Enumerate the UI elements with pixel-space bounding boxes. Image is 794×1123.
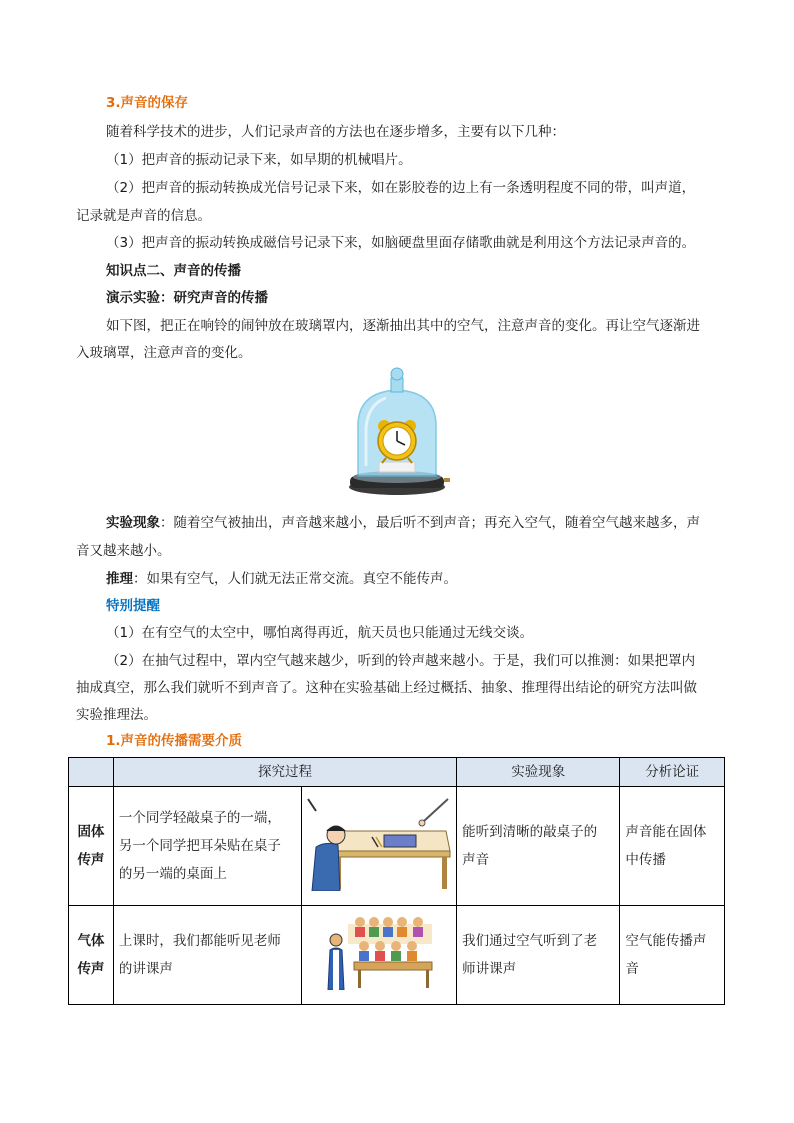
reminder2-line3: 实验推理法。 bbox=[76, 707, 157, 723]
reminder2-line1: （2）在抽气过程中，罩内空气越来越少，听到的铃声越来越小。于是，我们可以推测：如果把罩内 bbox=[106, 653, 696, 669]
cell-line: 能听到清晰的敲桌子的 bbox=[462, 824, 598, 840]
inference bbox=[106, 569, 457, 589]
table-header-phenomenon: 实验现象 bbox=[457, 758, 620, 787]
cell-line: 空气能传播声 bbox=[625, 933, 707, 949]
demo-line1: 如下图，把正在响铃的闹钟放在玻璃罩内，逐渐抽出其中的空气，注意声音的变化。再让空气逐渐进 bbox=[106, 318, 700, 334]
cell-line: 一个同学轻敲桌子的一端， bbox=[118, 810, 281, 826]
demo-title: 演示实验：研究声音的传播 bbox=[106, 290, 268, 306]
sub-heading-medium: 1.声音的传播需要介质 bbox=[106, 733, 243, 749]
table-header-row bbox=[69, 758, 725, 787]
image-cell bbox=[302, 787, 457, 906]
cell-line: 师讲课声 bbox=[462, 961, 517, 977]
row-label-line: 气体 bbox=[77, 933, 105, 949]
section3-item2-line1: （2）把声音的振动转换成光信号记录下来，如在影胶卷的边上有一条透明程度不同的带，叫声道， bbox=[106, 180, 696, 196]
section3-item3: （3）把声音的振动转换成磁信号记录下来，如脑硬盘里面存储歌曲就是利用这个方法记录声音的。 bbox=[106, 235, 696, 251]
section3-item2-line2: 记录就是声音的信息。 bbox=[76, 208, 211, 224]
cell-line: 上课时，我们都能听见老师 bbox=[118, 933, 281, 949]
desk-listening-icon bbox=[306, 791, 452, 891]
image-cell bbox=[302, 906, 457, 1005]
phenomenon-line1 bbox=[106, 513, 700, 533]
sound-propagation-table bbox=[68, 757, 725, 1005]
section3-item1: （1）把声音的振动记录下来，如早期的机械唱片。 bbox=[106, 152, 412, 168]
table-header-conclusion: 分析论证 bbox=[620, 758, 725, 787]
cell-line: 音 bbox=[625, 961, 639, 977]
phenomenon-cell bbox=[457, 906, 620, 1005]
cell-line: 的讲课声 bbox=[118, 961, 173, 977]
classroom-icon bbox=[324, 910, 434, 990]
section3-heading: 3.声音的保存 bbox=[106, 95, 189, 111]
demo-line2: 入玻璃罩，注意声音的变化。 bbox=[76, 345, 252, 361]
process-cell bbox=[113, 906, 301, 1005]
inference-label: 推理 bbox=[106, 571, 133, 587]
reminder2-line2: 抽成真空，那么我们就听不到声音了。这种在实验基础上经过概括、抽象、推理得出结论的研究方法叫做 bbox=[76, 680, 697, 696]
table-row bbox=[69, 787, 725, 906]
row-label-line: 传声 bbox=[77, 961, 105, 977]
table-header-process: 探究过程 bbox=[113, 758, 456, 787]
conclusion-cell bbox=[620, 787, 725, 906]
conclusion-cell bbox=[620, 906, 725, 1005]
cell-line: 声音能在固体 bbox=[625, 824, 707, 840]
table-row bbox=[69, 906, 725, 1005]
phenomenon-text: ：随着空气被抽出，声音越来越小，最后听不到声音；再充入空气，随着空气越来越多，声 bbox=[160, 515, 700, 531]
reminder-title: 特别提醒 bbox=[106, 598, 160, 614]
row-label-gas bbox=[69, 906, 114, 1005]
reminder1: （1）在有空气的太空中，哪怕离得再近，航天员也只能通过无线交谈。 bbox=[106, 625, 534, 641]
section3-intro: 随着科学技术的进步，人们记录声音的方法也在逐步增多，主要有以下几种： bbox=[106, 124, 565, 140]
process-cell bbox=[113, 787, 301, 906]
row-label-line: 固体 bbox=[77, 824, 105, 840]
bell-jar-alarm-clock-icon bbox=[344, 366, 450, 498]
cell-line: 中传播 bbox=[625, 852, 666, 868]
cell-line: 我们通过空气听到了老 bbox=[462, 933, 598, 949]
phenomenon-label: 实验现象 bbox=[106, 515, 160, 531]
row-label-solid bbox=[69, 787, 114, 906]
inference-text: ：如果有空气，人们就无法正常交流。真空不能传声。 bbox=[133, 571, 457, 587]
table-header-blank bbox=[69, 758, 114, 787]
phenomenon-line2: 音又越来越小。 bbox=[76, 543, 171, 559]
cell-line: 声音 bbox=[462, 852, 490, 868]
knowledge2-heading: 知识点二、声音的传播 bbox=[106, 263, 241, 279]
cell-line: 另一个同学把耳朵贴在桌子 bbox=[118, 838, 281, 854]
cell-line: 的另一端的桌面上 bbox=[118, 866, 227, 882]
row-label-line: 传声 bbox=[77, 852, 105, 868]
phenomenon-cell bbox=[457, 787, 620, 906]
